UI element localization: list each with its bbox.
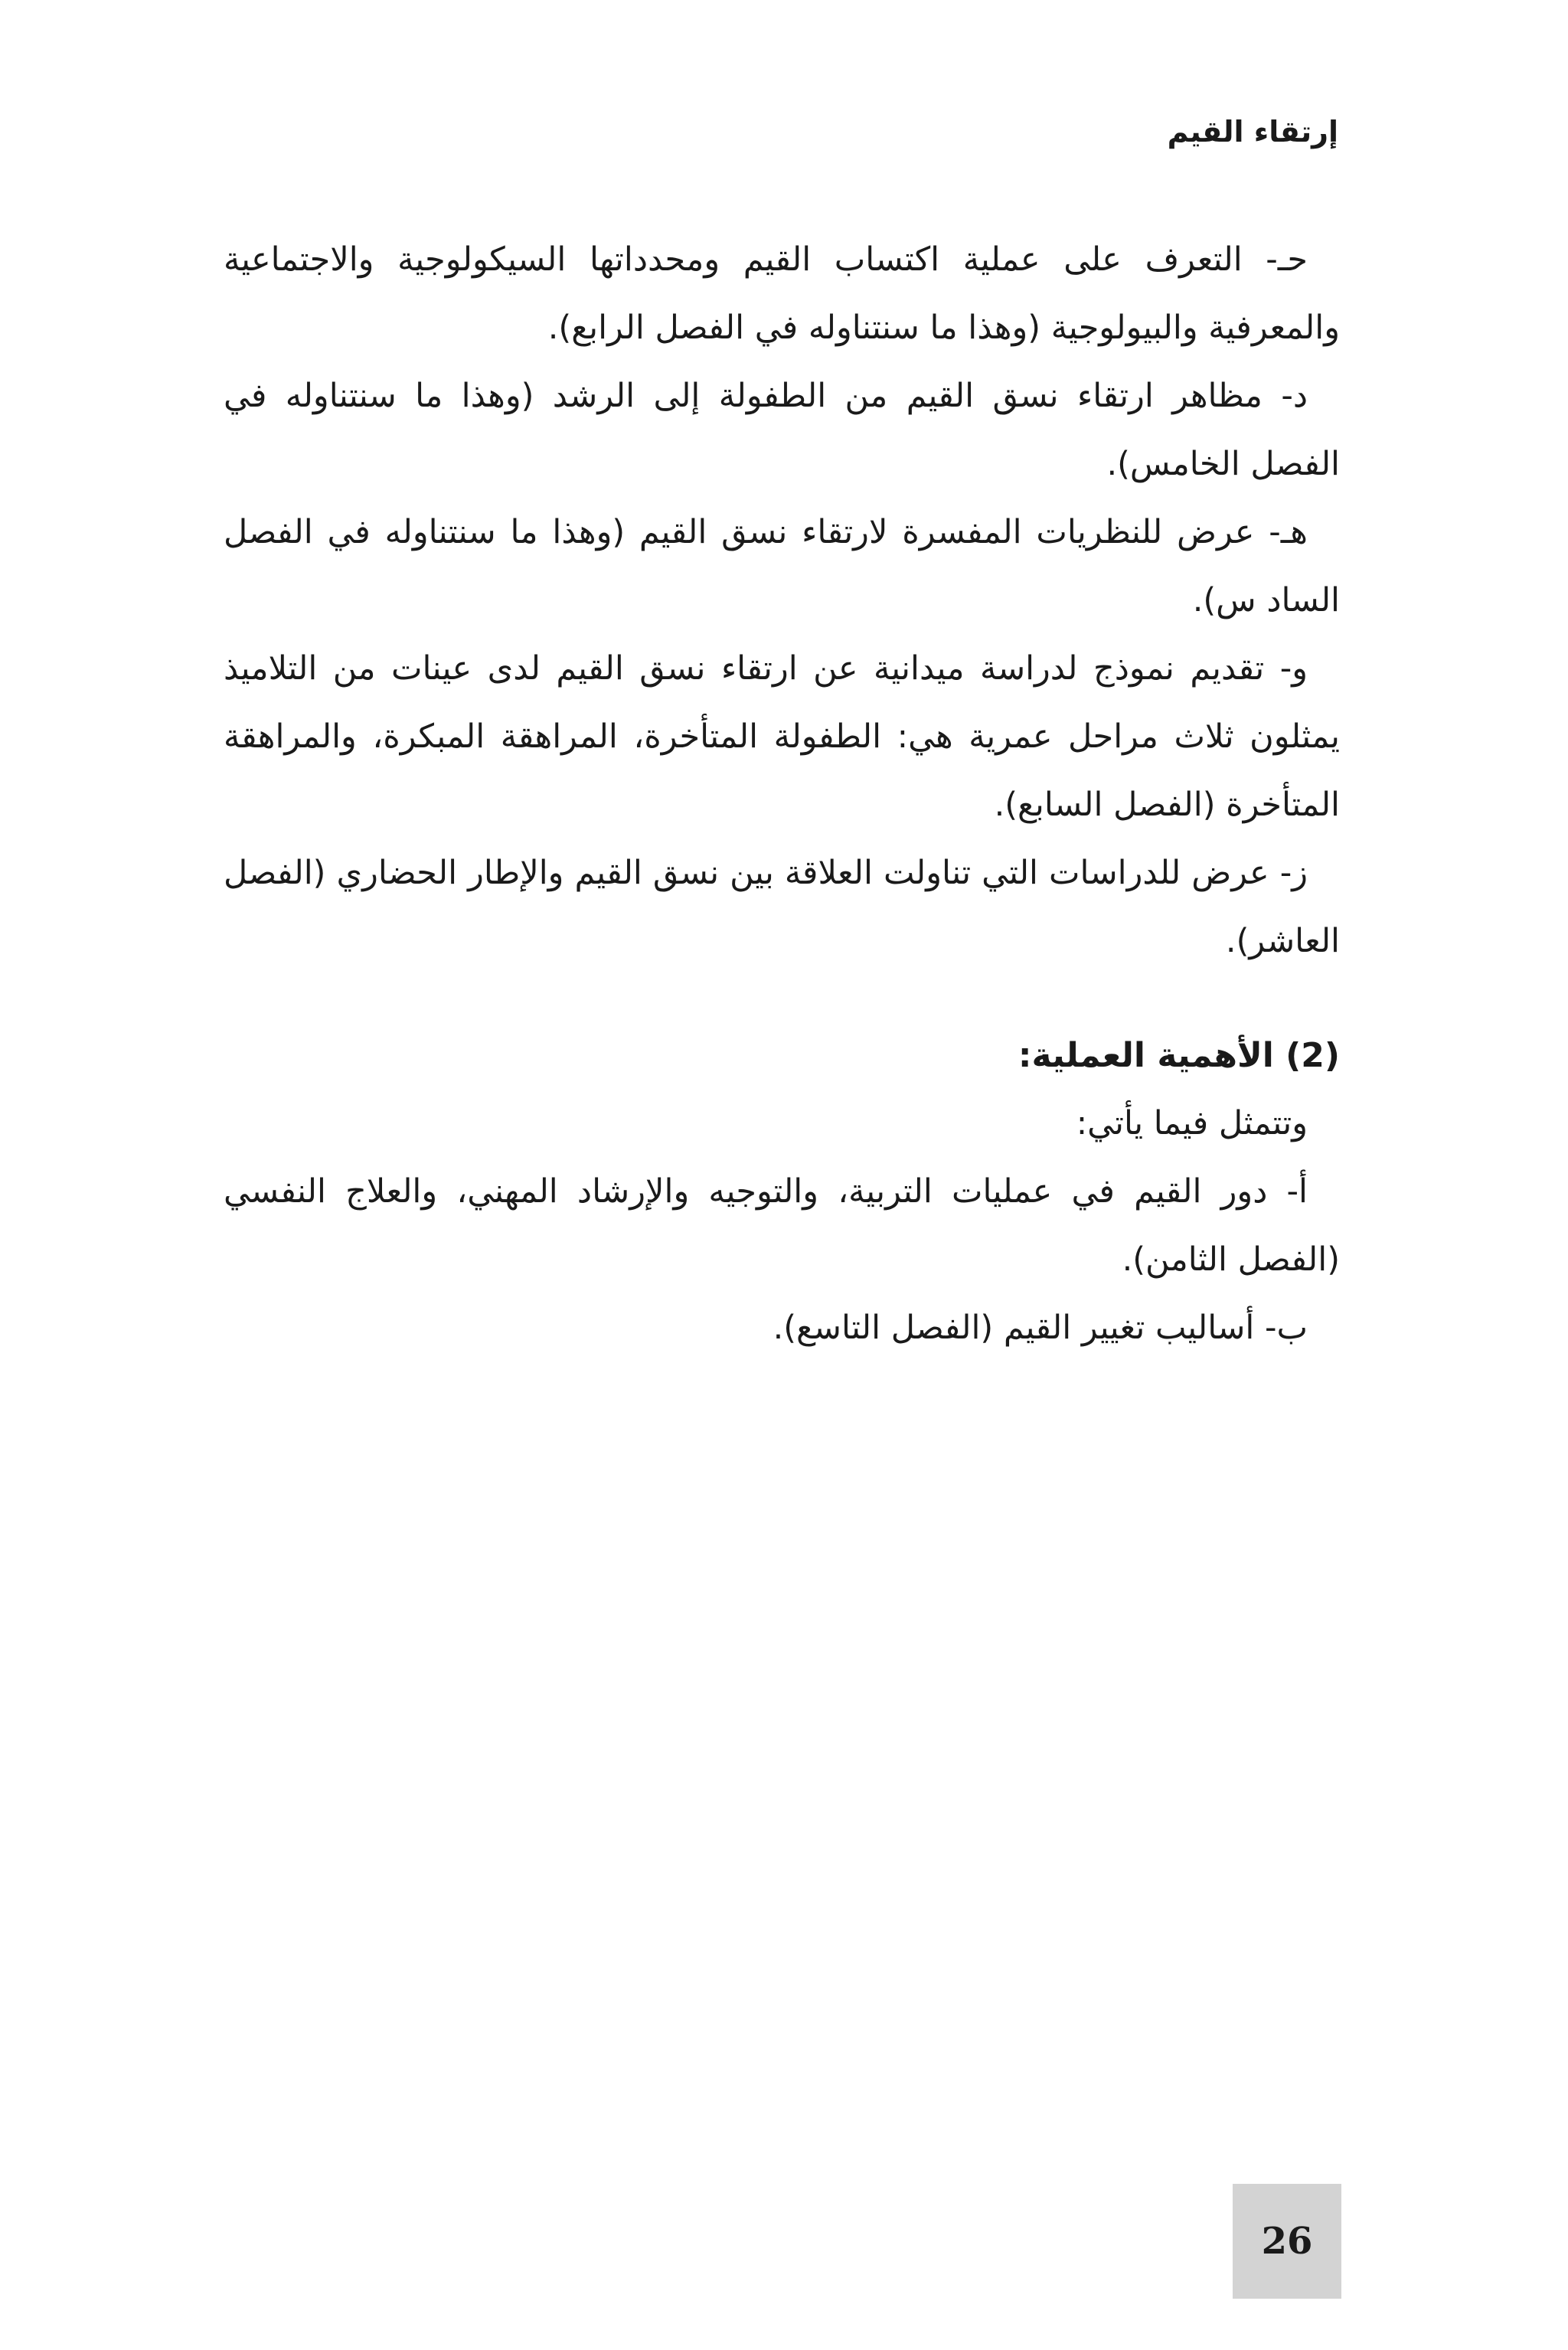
section-heading: (2) الأهمية العملية: <box>1018 1036 1340 1075</box>
section-item-ba: ب- أساليب تغيير القيم (الفصل التاسع). <box>773 1309 1308 1347</box>
section-spacer <box>224 976 1340 1021</box>
paragraph-dal: د- مظاهر ارتقاء نسق القيم من الطفولة إلى الرشد (وهذا ما سنتناوله في الفصل الخامس). <box>224 377 1340 483</box>
paragraph-zay: ز- عرض للدراسات التي تناولت العلاقة بين نسق القيم والإطار الحضاري (الفصل العاشر). <box>224 854 1340 960</box>
section-item-alif: أ- دور القيم في عمليات التربية، والتوجيه والإرشاد المهني، والعلاج النفسي (الفصل الثامن). <box>224 1172 1340 1279</box>
page-number-box <box>1233 2184 1341 2299</box>
page-number: 26 <box>1261 2220 1313 2263</box>
paragraph-ha2: هـ- عرض للنظريات المفسرة لارتقاء نسق القيم (وهذا ما سنتناوله في الفصل الساد س). <box>224 513 1340 619</box>
section-intro: وتتمثل فيما يأتي: <box>1076 1104 1308 1142</box>
running-header: إرتقاء القيم <box>1167 115 1338 149</box>
paragraph-waw: و- تقديم نموذج لدراسة ميدانية عن ارتقاء نسق القيم لدى عينات من التلاميذ يمثلون ثلاث مراحل عمرية هي: الطفولة المتأخرة، المراهقة المبكرة، والمراهقة المتأخرة (الفصل السابع). <box>224 649 1340 824</box>
paragraph-ha: حـ- التعرف على عملية اكتساب القيم ومحدداتها السيكولوجية والاجتماعية والمعرفية والبيولوجية (وهذا ما سنتناوله في الفصل الرابع). <box>224 240 1340 347</box>
page-body <box>224 226 1340 1362</box>
